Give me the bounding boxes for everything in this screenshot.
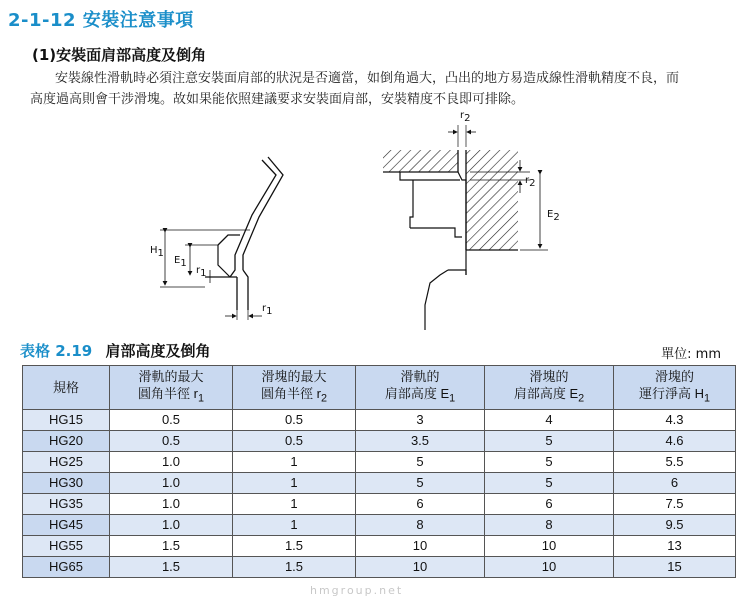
cell-e1: 8 [356,515,485,536]
cell-model: HG65 [23,557,110,578]
cell-h1: 4.3 [614,410,736,431]
label-r2-top: r2 [460,110,471,124]
table-caption-number: 表格 2.19 [20,342,93,360]
label-r2-mid: r2 [525,175,536,189]
cell-e1: 6 [356,494,485,515]
cell-r1: 1.0 [110,494,233,515]
block-shoulder-diagram [383,110,560,330]
paragraph-line-1: 安裝線性滑軌時必須注意安裝面肩部的狀況是否適當，如倒角過大，凸出的地方易造成線性滑軌精度不良，而 [55,71,680,86]
table-caption [20,340,210,361]
cell-r1: 1.5 [110,557,233,578]
cell-e2: 10 [485,557,614,578]
cell-h1: 15 [614,557,736,578]
cell-r1: 0.5 [110,431,233,452]
table-row [23,452,736,473]
table-row [23,557,736,578]
shoulder-diagram [0,105,751,330]
cell-e1: 3.5 [356,431,485,452]
cell-r2: 0.5 [233,410,356,431]
label-r1-bottom: r1 [262,303,273,317]
header-rail-radius: 滑軌的最大 圓角半徑 $r_1$ [110,366,233,410]
cell-r2: 1 [233,452,356,473]
subsection-title: (1)安裝面肩部高度及倒角 [32,46,207,64]
cell-e2: 10 [485,536,614,557]
cell-r2: 1 [233,473,356,494]
label-e2: E2 [547,209,560,223]
cell-h1: 5.5 [614,452,736,473]
cell-r2: 1 [233,494,356,515]
watermark: hmgroup.net [310,584,404,597]
table-row [23,431,736,452]
cell-r1: 0.5 [110,410,233,431]
rail-shoulder-diagram [150,157,283,320]
cell-r2: 1 [233,515,356,536]
cell-r2: 1.5 [233,536,356,557]
cell-r1: 1.0 [110,473,233,494]
section-title: 2-1-12 安裝注意事項 [8,10,194,31]
label-r1-top: r1 [196,265,207,279]
cell-e2: 5 [485,473,614,494]
cell-r1: 1.0 [110,515,233,536]
paragraph-line-2: 高度過高則會干涉滑塊。故如果能依照建議要求安裝面肩部，安裝精度不良即可排除。 [30,92,525,107]
cell-model: HG35 [23,494,110,515]
description-paragraph [30,68,742,110]
cell-e2: 5 [485,452,614,473]
cell-h1: 9.5 [614,515,736,536]
header-clearance: 滑塊的 運行淨高 $H_1$ [614,366,736,410]
table-row [23,515,736,536]
table-row [23,494,736,515]
cell-model: HG45 [23,515,110,536]
cell-model: HG55 [23,536,110,557]
label-e1: E1 [174,255,187,269]
cell-h1: 6 [614,473,736,494]
table-header-row [23,366,736,410]
cell-h1: 13 [614,536,736,557]
cell-e1: 3 [356,410,485,431]
table-caption-text: 肩部高度及倒角 [105,342,211,360]
cell-e2: 8 [485,515,614,536]
header-model: 規格 [23,366,110,410]
table-row [23,410,736,431]
cell-e1: 5 [356,473,485,494]
cell-model: HG25 [23,452,110,473]
cell-model: HG15 [23,410,110,431]
header-rail-shoulder: 滑軌的 肩部高度 $E_1$ [356,366,485,410]
cell-h1: 4.6 [614,431,736,452]
cell-e1: 10 [356,557,485,578]
shoulder-spec-table [22,365,736,578]
cell-r2: 0.5 [233,431,356,452]
cell-model: HG30 [23,473,110,494]
header-block-shoulder: 滑塊的 肩部高度 $E_2$ [485,366,614,410]
cell-e1: 5 [356,452,485,473]
cell-r1: 1.5 [110,536,233,557]
header-block-radius: 滑塊的最大 圓角半徑 $r_2$ [233,366,356,410]
table-unit: 單位: mm [661,347,721,362]
cell-r2: 1.5 [233,557,356,578]
label-h1: H1 [150,245,164,259]
cell-e2: 4 [485,410,614,431]
cell-r1: 1.0 [110,452,233,473]
cell-e2: 5 [485,431,614,452]
table-row [23,536,736,557]
cell-e1: 10 [356,536,485,557]
cell-model: HG20 [23,431,110,452]
cell-e2: 6 [485,494,614,515]
table-row [23,473,736,494]
cell-h1: 7.5 [614,494,736,515]
